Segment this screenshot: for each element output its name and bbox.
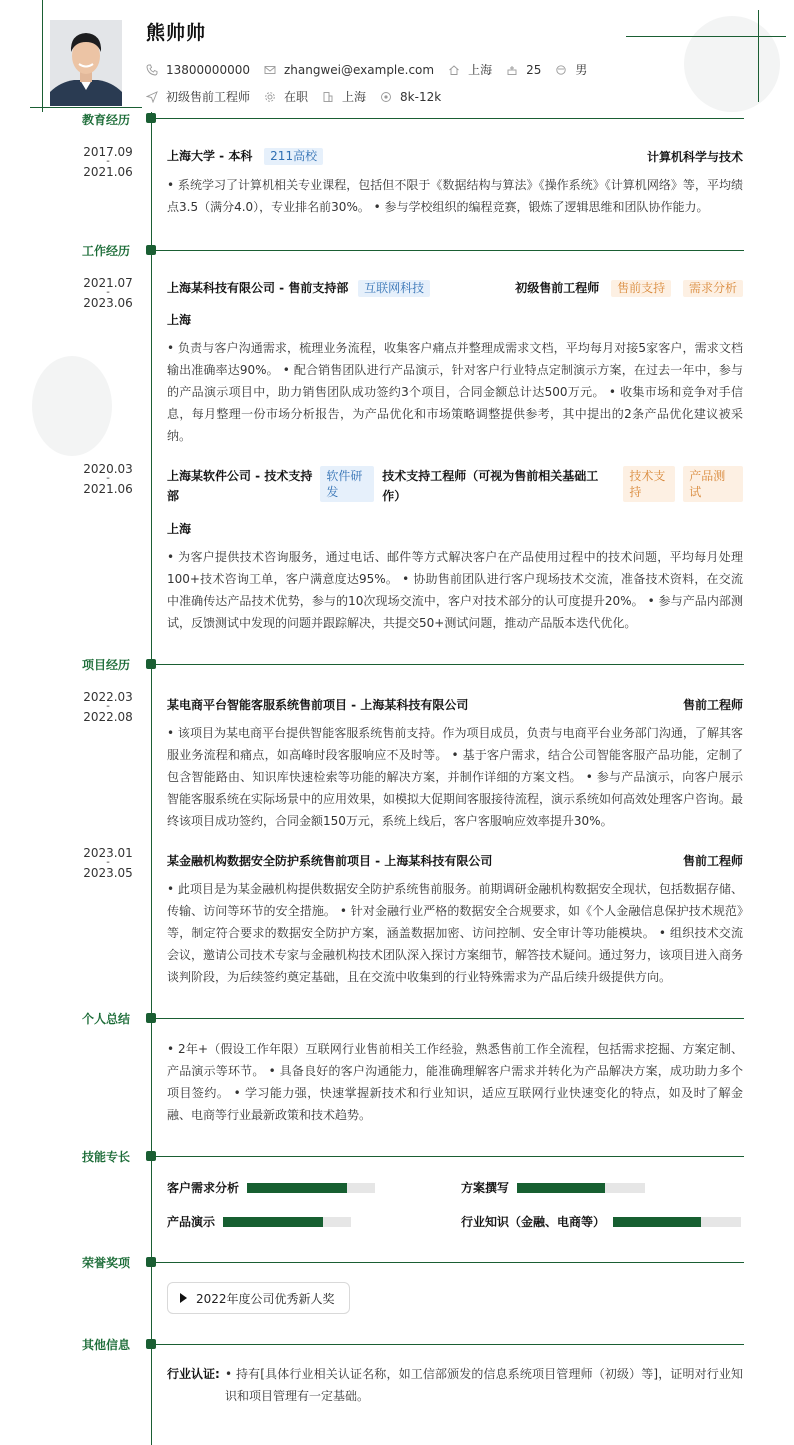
section-title-summary: 个人总结 <box>82 1012 131 1026</box>
candidate-name: 熊帅帅 <box>146 22 207 44</box>
section-title-projects: 项目经历 <box>82 658 131 672</box>
date-end: 2021.06 <box>83 482 133 496</box>
contact-row <box>146 61 601 78</box>
mail-icon <box>264 64 276 76</box>
work-role-group <box>515 279 743 297</box>
target-role-text: 初级售前工程师 <box>166 90 251 104</box>
section-divider <box>156 250 744 251</box>
date-start: 2022.03 <box>83 690 133 704</box>
coin-icon <box>380 91 392 103</box>
work-entry <box>167 466 743 634</box>
work-header <box>167 466 743 506</box>
work-header <box>167 279 743 297</box>
timeline-dot <box>146 1339 156 1349</box>
decor-line-left-vertical <box>42 0 43 112</box>
date-dash: - <box>106 287 110 298</box>
work-date <box>78 463 138 495</box>
project-date <box>78 691 138 723</box>
timeline-line <box>151 112 152 1445</box>
summary-text: • 2年+（假设工作年限）互联网行业售前相关工作经验，熟悉售前工作全流程，包括需求挖掘、方案定制、产品演示等环节。 • 具备良好的客户沟通能力，能准确理解客户需求并转化为产品解决方案，成功助力多个项目签约。 • 学习能力强，快速掌握新技术和行业知识，适应互联网行业快速变化的特点，如及时了解金融、电商等行业最新政策和技术趋势。 <box>167 1042 743 1122</box>
major: 计算机科学与技术 <box>646 149 743 164</box>
work-city: 上海 <box>167 313 192 327</box>
skill-name: 行业知识（金融、电商等） <box>461 1215 606 1229</box>
other-text: • 持有[具体行业相关认证名称，如工信部颁发的信息系统项目管理师（初级）等]，证明对行业知识和项目管理有一定基础。 <box>225 1367 743 1403</box>
project-name: 某电商平台智能客服系统售前项目 - 上海某科技有限公司 <box>167 698 469 712</box>
decor-circle-left <box>32 356 112 456</box>
work-description: • 负责与客户沟通需求，梳理业务流程，收集客户痛点并整理成需求文档，平均每月对接5家客户，需求文档输出准确率达90%。 • 配合销售团队进行产品演示，针对客户行业特点定制演示方案，在过去一年中，参与的产品演示项目中，助力销售团队成功签约3个项目，合同金额总计达500万元。 • 收集市场和竞争对手信息，每月整理一份市场分析报告，为产品优化和市场策略调整提供参考，其中提出的2条产品优化建议被采纳。 <box>167 341 743 443</box>
date-end: 2023.05 <box>83 866 133 880</box>
company-name: 上海某软件公司 - 技术支持部 <box>167 469 313 503</box>
timeline-dot <box>146 245 156 255</box>
industry-tag: 互联网科技 <box>358 280 430 297</box>
school-tag: 211高校 <box>264 148 323 165</box>
timeline-dot <box>146 1257 156 1267</box>
gender-text: 男 <box>575 63 588 77</box>
decor-line-right-horizontal <box>626 36 786 37</box>
cake-icon <box>506 64 518 76</box>
send-icon <box>146 91 158 103</box>
section-divider <box>156 118 744 119</box>
age-item <box>506 63 541 77</box>
decor-line-right-vertical <box>758 10 759 102</box>
project-header <box>167 696 743 713</box>
location-item <box>448 61 492 78</box>
skill-name: 产品演示 <box>167 1215 216 1229</box>
home-icon <box>448 64 460 76</box>
date-end: 2022.08 <box>83 710 133 724</box>
section-title-awards: 荣誉奖项 <box>82 1256 131 1270</box>
gender-icon <box>555 64 567 76</box>
skill-tag: 产品测试 <box>683 466 743 502</box>
skill-bar <box>517 1183 645 1193</box>
work-company-group <box>167 279 430 297</box>
gear-icon <box>264 91 276 103</box>
project-header <box>167 852 743 869</box>
industry-tag: 软件研发 <box>320 466 374 502</box>
skill-bar-fill <box>517 1183 605 1193</box>
edu-date <box>78 146 138 178</box>
skill-item <box>461 1179 645 1196</box>
job-intent-row <box>146 88 455 105</box>
section-title-skills: 技能专长 <box>82 1150 131 1164</box>
award-item[interactable] <box>167 1282 350 1314</box>
play-icon <box>180 1293 187 1303</box>
timeline-dot <box>146 659 156 669</box>
phone-text: 13800000000 <box>166 62 250 77</box>
work-description: • 为客户提供技术咨询服务，通过电话、邮件等方式解决客户在产品使用过程中的技术问题，平均每月处理100+技术咨询工单，客户满意度达95%。 • 协助售前团队进行客户现场技术交流，准备技术资料，在交流中准确传达产品技术优势，参与的10次现场交流中，客户对技术部分的认可度提升20%。 • 参与产品内部测试，反馈测试中发现的问题并跟踪解决，共提交50+测试问题，推动产品版本迭代优化。 <box>167 550 743 630</box>
edu-school-group <box>167 147 323 165</box>
school-name: 上海大学 - 本科 <box>167 149 253 163</box>
skill-bar-fill <box>223 1217 323 1227</box>
skill-bar-fill <box>613 1217 701 1227</box>
phone-item <box>146 63 250 77</box>
award-text: 2022年度公司优秀新人奖 <box>196 1291 335 1306</box>
date-dash: - <box>106 156 110 167</box>
company-name: 上海某科技有限公司 - 售前支持部 <box>167 281 349 295</box>
project-role: 售前工程师 <box>682 698 743 712</box>
email-item <box>264 63 434 77</box>
date-start: 2023.01 <box>83 846 133 860</box>
email-text: zhangwei@example.com <box>283 62 435 77</box>
other-label: 行业认证: <box>167 1367 220 1381</box>
date-end: 2021.06 <box>83 165 133 179</box>
other-info <box>167 1363 743 1407</box>
section-title-work: 工作经历 <box>82 244 131 258</box>
skill-item <box>167 1179 375 1196</box>
work-city: 上海 <box>167 522 192 536</box>
date-start: 2021.07 <box>83 276 133 290</box>
decor-circle-top-right <box>684 16 780 112</box>
date-dash: - <box>106 857 110 868</box>
section-divider <box>156 1156 744 1157</box>
edu-header <box>167 147 743 165</box>
project-entry <box>167 696 743 832</box>
project-date <box>78 847 138 879</box>
timeline-dot <box>146 113 156 123</box>
section-divider <box>156 1344 744 1345</box>
education-entry <box>167 147 743 218</box>
skill-tag: 需求分析 <box>683 280 743 297</box>
skill-name: 客户需求分析 <box>167 1181 240 1195</box>
date-end: 2023.06 <box>83 296 133 310</box>
salary-text: 8k-12k <box>400 89 442 104</box>
age-text: 25 <box>526 62 542 77</box>
date-dash: - <box>106 701 110 712</box>
date-start: 2020.03 <box>83 462 133 476</box>
skill-bar <box>613 1217 741 1227</box>
section-title-education: 教育经历 <box>82 113 131 127</box>
edu-description: • 系统学习了计算机相关专业课程，包括但不限于《数据结构与算法》《操作系统》《计算机网络》等，平均绩点3.5（满分4.0），专业排名前30%。 • 参与学校组织的编程竞赛，锻炼了逻辑思维和团队协作能力。 <box>167 178 743 214</box>
date-start: 2017.09 <box>83 145 133 159</box>
skill-bar <box>223 1217 351 1227</box>
section-title-other: 其他信息 <box>82 1338 131 1352</box>
job-role: 初级售前工程师 <box>515 281 600 295</box>
phone-icon <box>146 64 158 76</box>
gender-item <box>555 61 587 78</box>
project-description: • 此项目是为某金融机构提供数据安全防护系统售前服务。前期调研金融机构数据安全现状，包括数据存储、传输、访问等环节的安全措施。 • 针对金融行业严格的数据安全合规要求，如《个人金融信息保护技术规范》等，制定符合要求的数据安全防护方案，涵盖数据加密、访问控制、安全审计等功能模块。 • 组织技术交流会议，邀请公司技术专家与金融机构技术团队深入探讨方案细节，解答技术疑问。通过努力，该项目进入商务谈判阶段，为后续签约奠定基础，且在交流中收集到的行业特殊需求为产品后续升级提供方向。 <box>167 882 744 984</box>
skill-item <box>461 1213 741 1230</box>
building-icon <box>322 91 334 103</box>
project-role: 售前工程师 <box>682 854 743 868</box>
salary-item <box>380 90 441 104</box>
status-text: 在职 <box>284 90 309 104</box>
timeline-dot <box>146 1151 156 1161</box>
date-dash: - <box>106 473 110 484</box>
section-divider <box>156 1262 744 1263</box>
timeline-dot <box>146 1013 156 1023</box>
skill-item <box>167 1213 351 1230</box>
section-divider <box>156 664 744 665</box>
decor-line-left-horizontal <box>30 107 142 108</box>
skill-tag: 技术支持 <box>623 466 675 502</box>
work-entry <box>167 279 743 447</box>
project-entry <box>167 852 743 988</box>
target-city-item <box>322 88 366 105</box>
project-description: • 该项目为某电商平台提供智能客服系统售前支持。作为项目成员，负责与电商平台业务部门沟通，了解其客服业务流程和痛点，如高峰时段客服响应不及时等。 • 基于客户需求，结合公司智能客服产品功能，定制了包含智能路由、知识库快速检索等功能的解决方案，并制作详细的方案文档。 • 参与产品演示，向客户展示智能客服系统在实际场景中的应用效果，如模拟大促期间客服接待流程，演示系统如何高效处理客户咨询。最终该项目成功签约，合同金额150万元，系统上线后，客户客服响应效率提升30%。 <box>167 726 744 828</box>
skill-tag: 售前支持 <box>611 280 671 297</box>
project-name: 某金融机构数据安全防护系统售前项目 - 上海某科技有限公司 <box>167 854 493 868</box>
section-divider <box>156 1018 744 1019</box>
location-text: 上海 <box>468 63 493 77</box>
job-role: 技术支持工程师（可视为售前相关基础工作） <box>382 469 599 503</box>
avatar <box>50 20 122 106</box>
skill-name: 方案撰写 <box>461 1181 510 1195</box>
work-date <box>78 277 138 309</box>
skill-bar-fill <box>247 1183 347 1193</box>
target-city-text: 上海 <box>342 90 367 104</box>
skill-bar <box>247 1183 375 1193</box>
status-item <box>264 88 308 105</box>
target-role-item <box>146 88 250 105</box>
